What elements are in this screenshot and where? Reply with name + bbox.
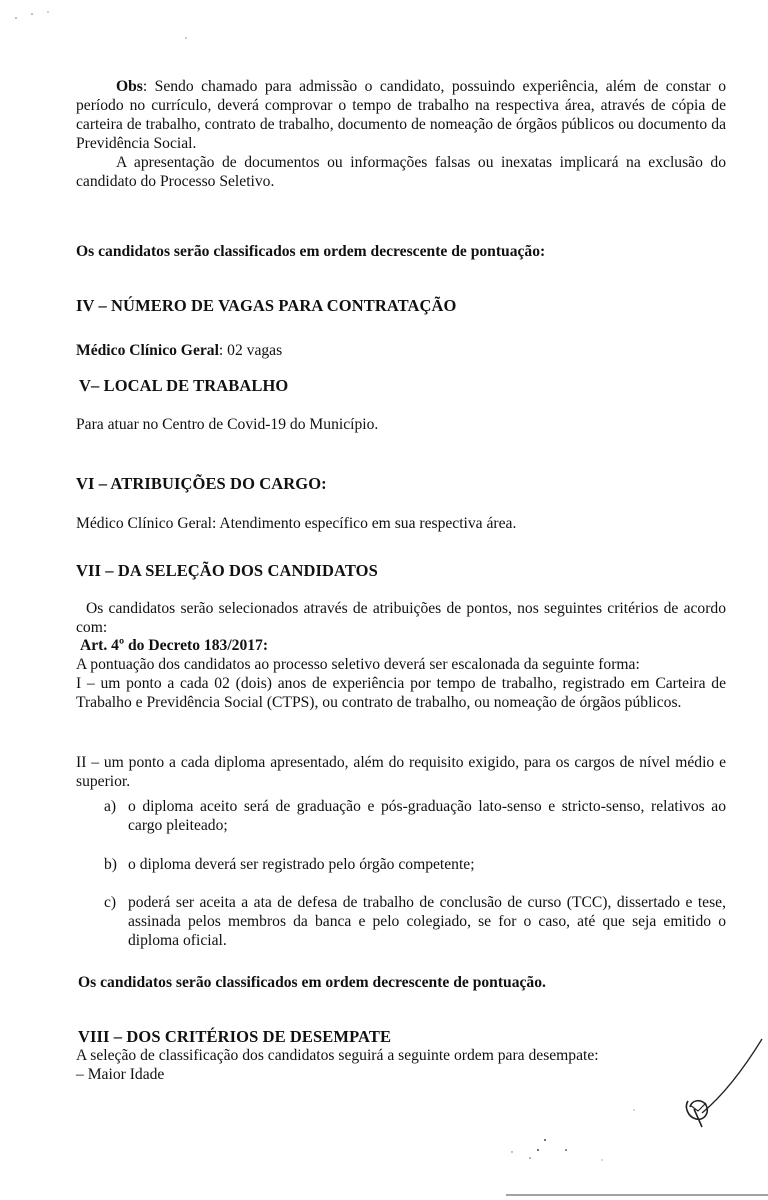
classification-note-2: Os candidatos serão classificados em ordem decrescente de pontuação. [78,974,546,991]
subitem-a-label: a) [104,798,117,815]
subitem-c-text: poderá ser aceita a ata de defesa de trabalho de conclusão de curso (TCC), dissertado e tese, assinada pelos membros da banca e pelo colegiado, se for o caso, até que seja emitido o diploma oficial. [128,894,726,949]
vacancies-count: : 02 vagas [218,342,283,359]
subitem-b-text: o diploma deverá ser registrado pelo órgão competente; [128,856,475,873]
obs-label: Obs [116,78,143,95]
duties-text: Médico Clínico Geral: Atendimento específico em sua respectiva área. [76,515,517,532]
work-location-text: Para atuar no Centro de Covid-19 do Município. [76,416,379,433]
classification-note-1: Os candidatos serão classificados em ordem decrescente de pontuação: [76,243,546,260]
scoring-intro: A pontuação dos candidatos ao processo seletivo deverá ser escalonada da seguinte forma: [76,656,640,673]
selection-intro: Os candidatos serão selecionados através de atribuições de pontos, nos seguintes critérios de acordo com: [76,600,726,636]
tiebreak-intro: A seleção de classificação dos candidatos seguirá a seguinte ordem para desempate: [76,1047,599,1064]
scoring-item-ii: II – um ponto a cada diploma apresentado, além do requisito exigido, para os cargos de nível médio e superior. [76,754,726,790]
subitem-b-label: b) [104,856,117,873]
subitem-c-label: c) [104,894,117,911]
section-vii-heading: VII – DA SELEÇÃO DOS CANDIDATOS [76,561,378,580]
section-v-heading: V– LOCAL DE TRABALHO [79,376,289,395]
vacancies-role: Médico Clínico Geral [76,342,219,359]
obs-text: : Sendo chamado para admissão o candidato, possuindo experiência, além de constar o período no currículo, deverá comprovar o tempo de trabalho na respectiva área, através de cópia de carteira de trabalho, contrato de trabalho, documento de nomeação de órgãos públicos ou documento da Previdência Social. [76,78,726,152]
section-iv-heading: IV – NÚMERO DE VAGAS PARA CONTRATAÇÃO [76,296,457,315]
subitem-a-text: o diploma aceito será de graduação e pós-graduação lato-senso e stricto-senso, relativos ao cargo pleiteado; [128,798,726,834]
section-viii-heading: VIII – DOS CRITÉRIOS DE DESEMPATE [78,1027,392,1046]
article-reference: Art. 4º do Decreto 183/2017: [80,637,269,654]
section-vi-heading: VI – ATRIBUIÇÕES DO CARGO: [76,474,327,493]
false-docs-warning: A apresentação de documentos ou informações falsas ou inexatas implicará na exclusão do candidato do Processo Seletivo. [76,154,726,190]
scoring-item-i: I – um ponto a cada 02 (dois) anos de experiência por tempo de trabalho, registrado em Carteira de Trabalho e Previdência Social (CTPS), ou contrato de trabalho, ou nomeação de órgãos públicos. [76,675,726,711]
tiebreak-item: – Maior Idade [76,1066,165,1083]
